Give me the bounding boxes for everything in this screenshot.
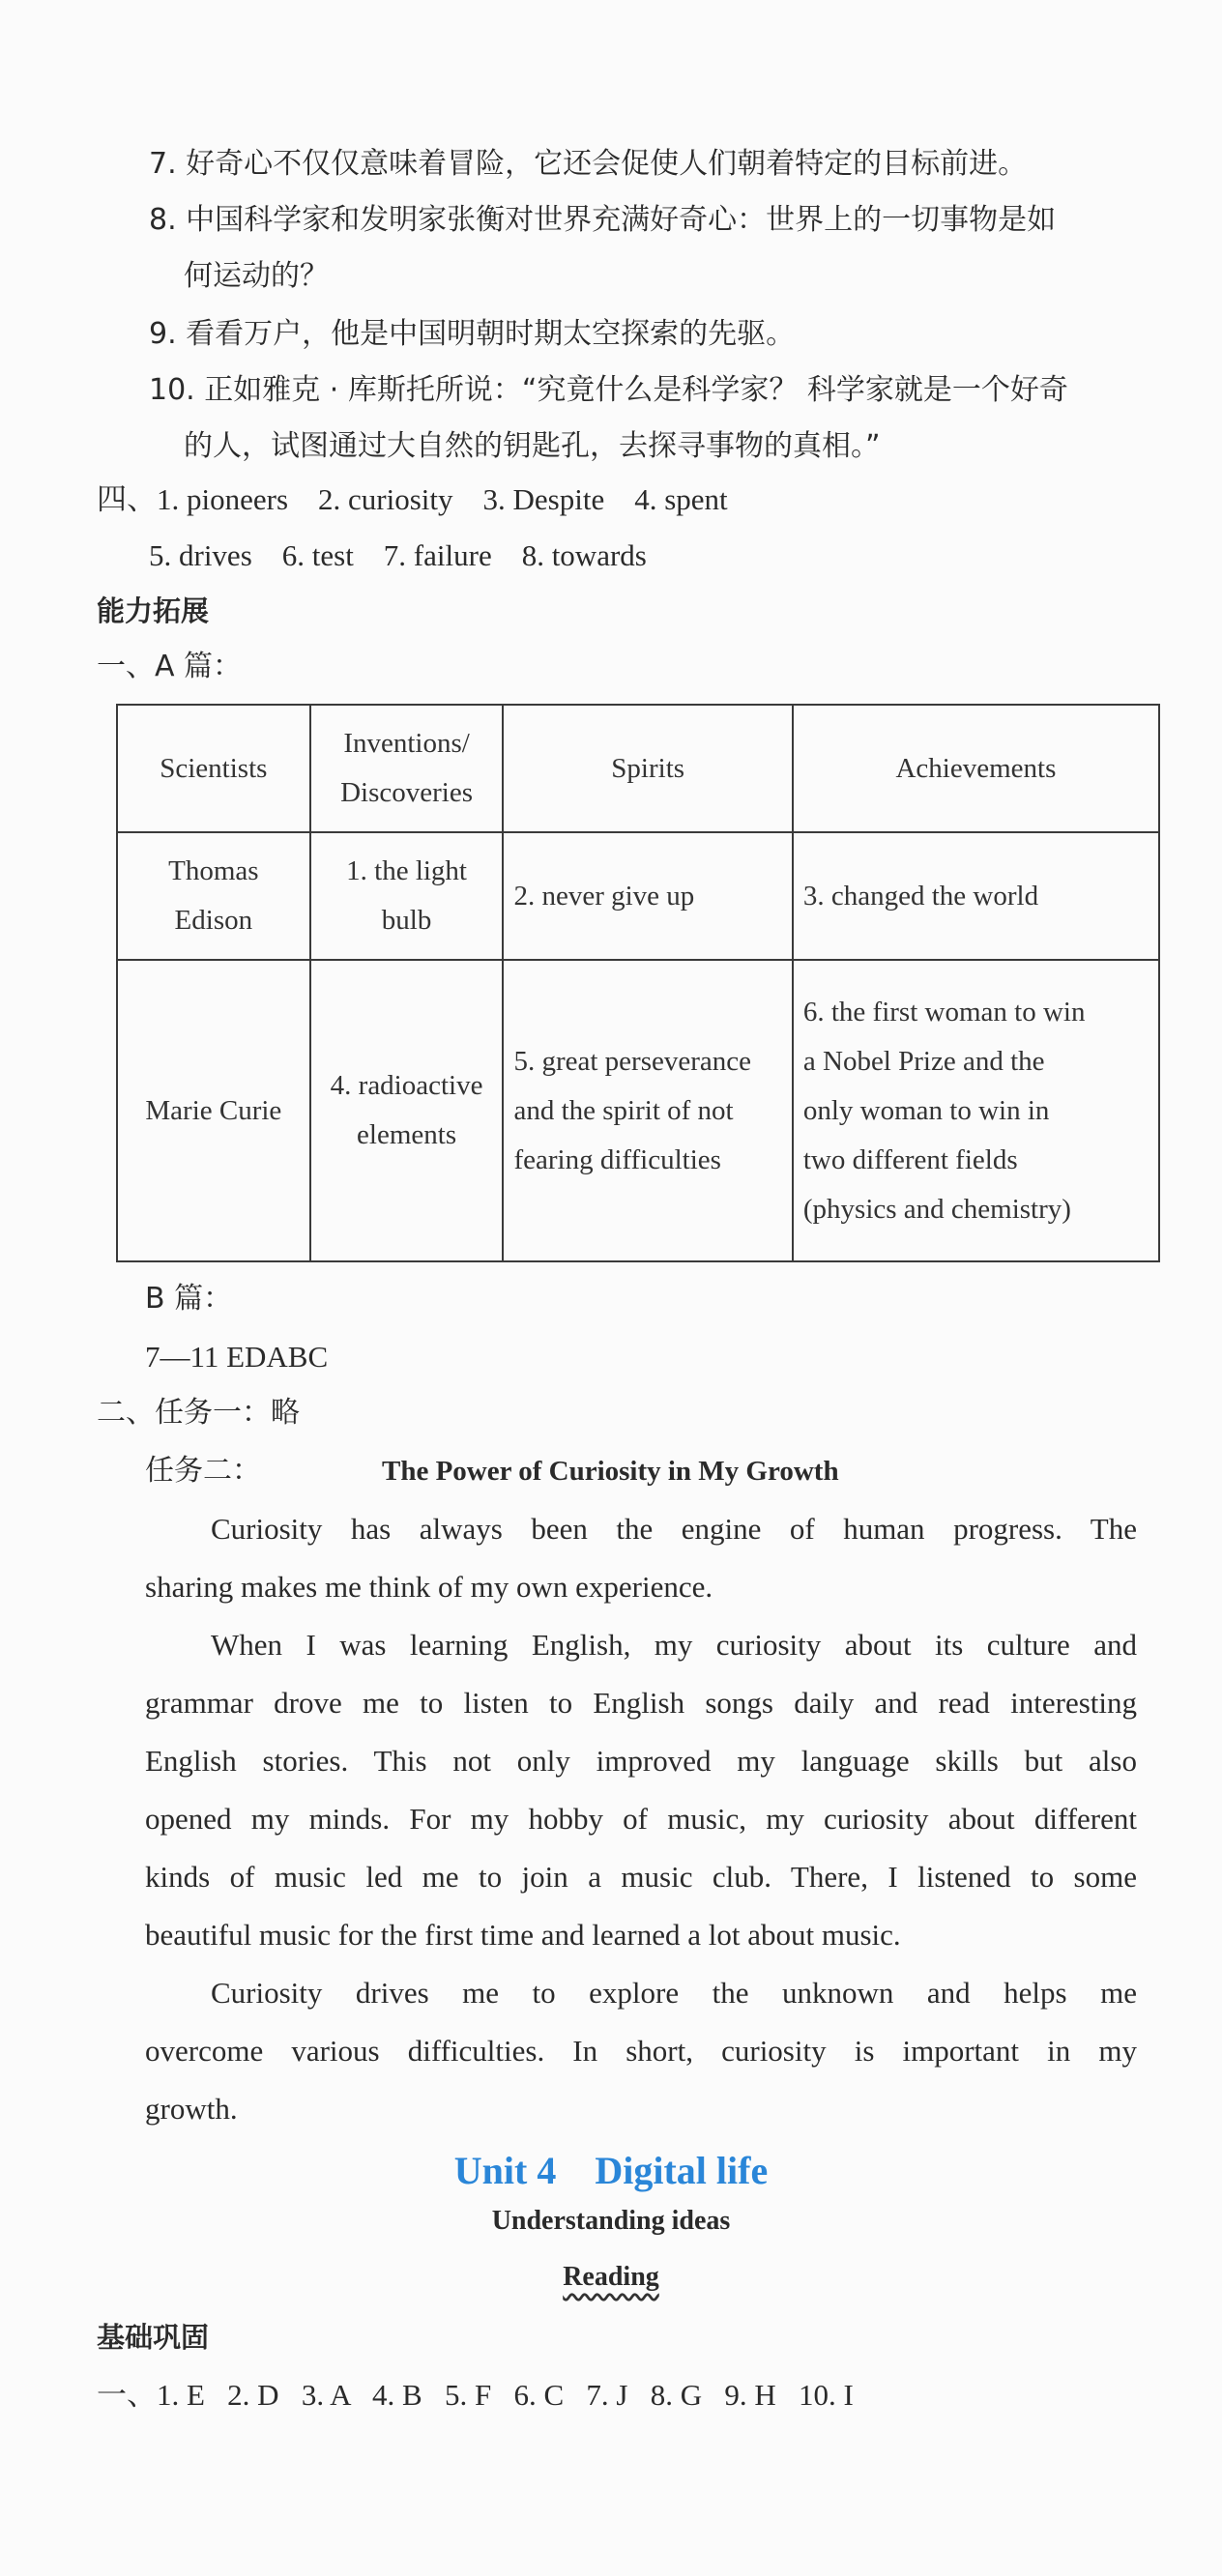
answer-8: 8. 中国科学家和发明家张衡对世界充满好奇心：世界上的一切事物是如: [149, 203, 1057, 237]
answer-10: 10. 正如雅克 · 库斯托所说：“究竟什么是科学家？ 科学家就是一个好奇: [149, 373, 1068, 407]
header-scientists: Scientists: [117, 705, 310, 832]
header-achievements: Achievements: [793, 705, 1159, 832]
part4-line2: 5. drives 6. test 7. failure 8. towards: [149, 538, 647, 572]
cell-scientist: Thomas Edison: [117, 832, 310, 960]
cell-spirit: 5. great perseverance and the spirit of not fearing difficulties: [503, 960, 792, 1261]
task1-line: 二、任务一：略: [97, 1396, 300, 1430]
cell-spirit: 2. never give up: [503, 832, 792, 960]
scientists-table: [116, 704, 1160, 1262]
essay-line: overcome various difficulties. In short, curiosity is important in my: [145, 2034, 1137, 2068]
essay-line: When I was learning English, my curiosity about its culture and: [211, 1628, 1137, 1662]
essay-line: kinds of music led me to join a music club. There, I listened to some: [145, 1860, 1137, 1894]
cell-invention: 1. the light bulb: [310, 832, 504, 960]
unit-title: Unit 4 Digital life: [453, 2149, 769, 2192]
cell-scientist: Marie Curie: [117, 960, 310, 1261]
cell-achievement: 3. changed the world: [793, 832, 1159, 960]
table-row: [117, 960, 1159, 1261]
essay-line: opened my minds. For my hobby of music, my curiosity about different: [145, 1802, 1137, 1836]
cell-achievement: 6. the first woman to win a Nobel Prize and the only woman to win in two different fields (physics and chemistry): [793, 960, 1159, 1261]
answer-7: 7. 好奇心不仅仅意味着冒险，它还会促使人们朝着特定的目标前进。: [149, 147, 1028, 181]
essay-line: English stories. This not only improved my language skills but also: [145, 1744, 1137, 1778]
essay-line: beautiful music for the first time and learned a lot about music.: [145, 1918, 901, 1952]
header-spirits: Spirits: [503, 705, 792, 832]
essay-title: The Power of Curiosity in My Growth: [382, 1456, 839, 1487]
header-inventions: Inventions/ Discoveries: [310, 705, 504, 832]
unit-section-label: Reading: [563, 2262, 659, 2292]
part4-line1: 四、1. pioneers 2. curiosity 3. Despite 4. spent: [97, 482, 728, 516]
section-basic-heading: 基础巩固: [97, 2321, 210, 2354]
section-ability-heading: 能力拓展: [97, 594, 210, 627]
table-row: [117, 832, 1159, 960]
part-b-answer: 7—11 EDABC: [145, 1340, 329, 1374]
part-a-label: 一、A 篇：: [97, 650, 243, 683]
unit-subtitle: Understanding ideas: [491, 2206, 731, 2236]
task2-label: 任务二：: [145, 1454, 261, 1488]
essay-line: sharing makes me think of my own experience.: [145, 1570, 713, 1604]
answer-8-cont: 何运动的？: [184, 259, 329, 293]
part-b-label: B 篇：: [145, 1282, 233, 1316]
answer-9: 9. 看看万户，他是中国明朝时期太空探索的先驱。: [149, 317, 796, 351]
part1-answers: 一、1. E 2. D 3. A 4. B 5. F 6. C 7. J 8. G 9. H 10. I: [97, 2378, 854, 2412]
essay-line: growth.: [145, 2092, 238, 2126]
essay-line: Curiosity drives me to explore the unknown and helps me: [211, 1976, 1137, 2010]
unit-section: [0, 2262, 1222, 2293]
answer-10-cont: 的人，试图通过大自然的钥匙孔，去探寻事物的真相。”: [184, 429, 881, 463]
essay-line: grammar drove me to listen to English songs daily and read interesting: [145, 1686, 1137, 1720]
essay-line: Curiosity has always been the engine of human progress. The: [211, 1512, 1137, 1546]
table-header-row: [117, 705, 1159, 832]
cell-invention: 4. radioactive elements: [310, 960, 504, 1261]
